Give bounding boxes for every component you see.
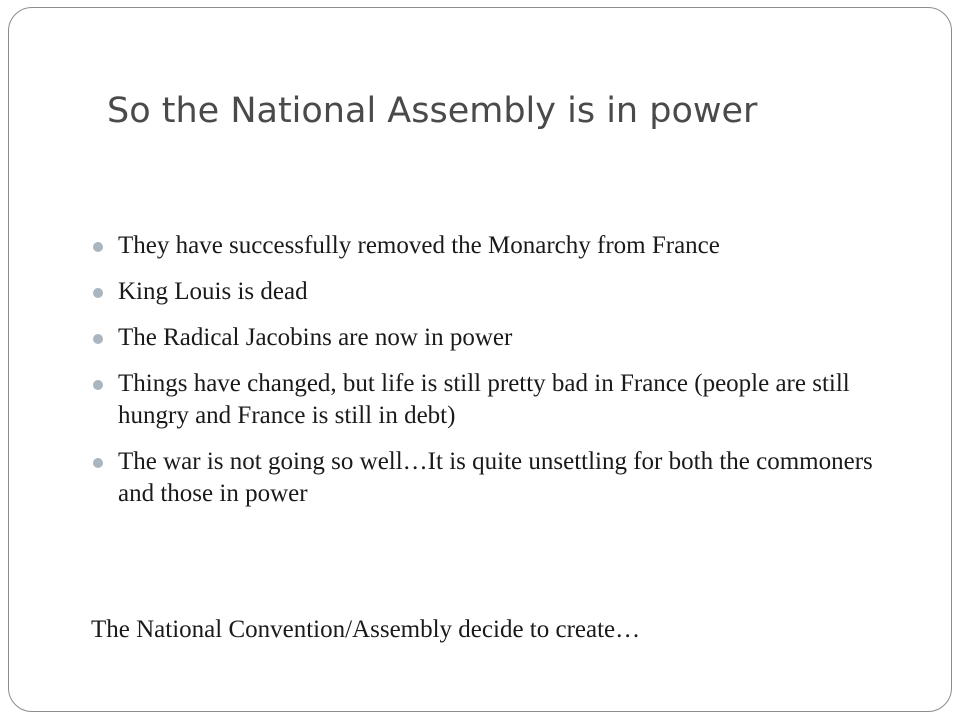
slide-title: So the National Assembly is in power xyxy=(107,91,758,131)
bullet-text: They have successfully removed the Monarchy from France xyxy=(118,232,720,259)
bullet-item xyxy=(91,446,891,510)
bullet-icon xyxy=(93,458,103,468)
bullet-list xyxy=(91,230,891,524)
bullet-icon xyxy=(93,380,103,390)
bullet-text: King Louis is dead xyxy=(118,278,308,305)
bullet-icon xyxy=(93,288,103,298)
bullet-item xyxy=(91,322,891,354)
bullet-text: Things have changed, but life is still pretty bad in France (people are still hungry and France is still in debt) xyxy=(118,370,850,429)
closing-line: The National Convention/Assembly decide to create… xyxy=(91,616,641,643)
bullet-text: The Radical Jacobins are now in power xyxy=(118,324,513,351)
bullet-icon xyxy=(93,242,103,252)
bullet-item xyxy=(91,368,891,432)
bullet-icon xyxy=(93,334,103,344)
bullet-item xyxy=(91,230,891,262)
bullet-item xyxy=(91,276,891,308)
bullet-text: The war is not going so well…It is quite unsettling for both the commoners and those in power xyxy=(118,448,873,507)
